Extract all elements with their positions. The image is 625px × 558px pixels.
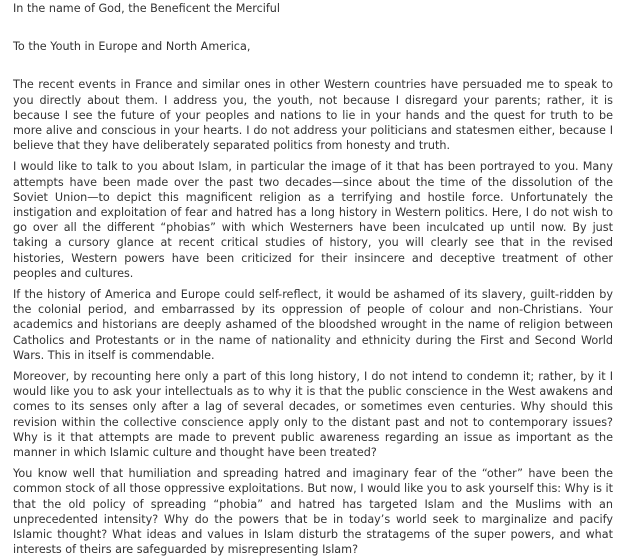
opening-invocation: In the name of God, the Beneficent the Merciful	[13, 2, 280, 15]
paragraph-1: The recent events in France and similar ones in other Western countries have persuaded me to speak to you directly about them. I address you, the youth, not because I disregard your parents; rather, it is because I see the future of your peoples and nations to lie in your hands and the quest for truth to be more alive and conscious in your hearts. I do not address your politicians and statesmen either, because I believe that they have deliberately separated politics from honesty and truth.	[13, 78, 613, 153]
paragraph-5: You know well that humiliation and spreading hatred and imaginary fear of the “other” have been the common stock of all those oppressive exploitations. But now, I would like you to ask yourself this: Why is it that the old policy of spreading “phobia” and hatred has targeted Islam and the Muslims with an unprecedented intensity? Why do the powers that be in today’s world seek to marginalize and pacify Islamic thought? What ideas and values in Islam disturb the stratagems of the super powers, and what interests of theirs are safeguarded by misrepresenting Islam?	[13, 467, 613, 557]
salutation: To the Youth in Europe and North America,	[13, 40, 251, 54]
paragraph-2: I would like to talk to you about Islam, in particular the image of it that has been portrayed to you. Many attempts have been made over the past two decades—since about the time of the dissolution of the Soviet Union—to depict this magnificent religion as a terrifying and hostile force. Unfortunately the instigation and exploitation of fear and hatred has a long history in Western politics. Here, I do not wish to go over all the different “phobias” with which Westerners have been inculcated up until now. By just taking a cursory glance at recent critical studies of history, you will clearly see that in the revised histories, Western powers have been criticized for their insincere and deceptive treatment of other peoples and cultures.	[13, 160, 613, 280]
paragraph-3: If the history of America and Europe could self-reflect, it would be ashamed of its slavery, guilt-ridden by the colonial period, and embarrassed by its oppression of people of colour and non-Christians. Your academics and historians are deeply ashamed of the bloodshed wrought in the name of religion between Catholics and Protestants or in the name of nationality and ethnicity during the First and Second World Wars. This in itself is commendable.	[13, 288, 613, 362]
letter-document	[13, 0, 613, 558]
paragraph-4: Moreover, by recounting here only a part of this long history, I do not intend to condemn it; rather, by it I would like you to ask your intellectuals as to why it is that the public conscience in the West awakens and comes to its senses only after a lag of several decades, or sometimes even centuries. Why should this revision within the collective conscience apply only to the distant past and not to contemporary issues? Why is it that attempts are made to prevent public awareness regarding an issue as important as the manner in which Islamic culture and thought have been treated?	[13, 370, 613, 460]
